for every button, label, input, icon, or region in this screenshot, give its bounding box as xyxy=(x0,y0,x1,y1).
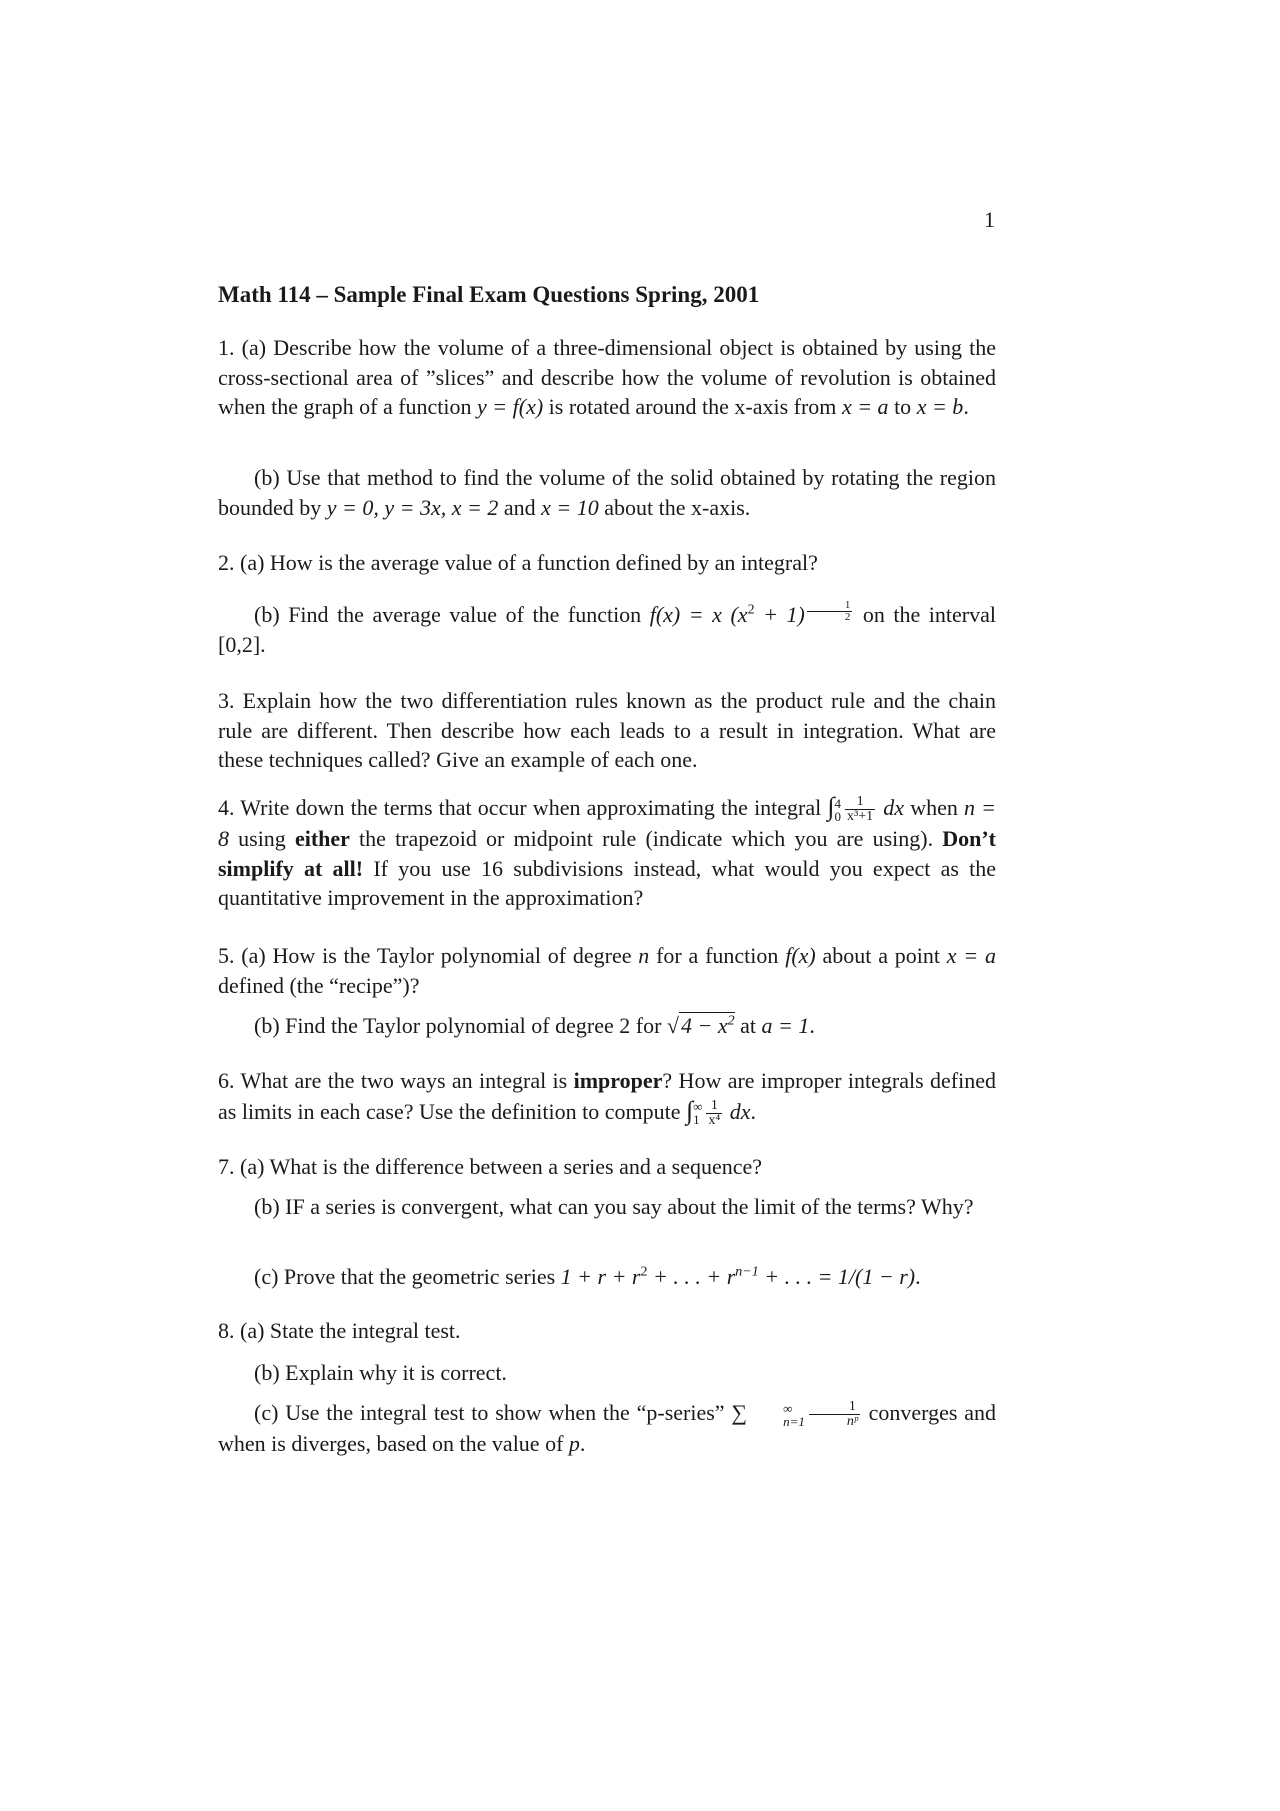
question-1b: (b) Use that method to find the volume of the solid obtained by rotating the region bounded by y = 0, y = 3x, x = 2 and x = 10 about the x-axis. xyxy=(218,465,996,520)
question-7b: (b) IF a series is convergent, what can you say about the limit of the terms? Why? xyxy=(254,1194,974,1219)
question-7a: 7. (a) What is the difference between a series and a sequence? xyxy=(218,1154,763,1179)
sqrt-sign: √ xyxy=(666,1013,679,1038)
sum-sign: ∑ xyxy=(731,1400,748,1425)
question-2b: (b) Find the average value of the function f(x) = x $(x^2 + 1)$ $\frac{1}{2}$ on the interval [0,2]. xyxy=(218,599,996,657)
question-2a: 2. (a) How is the average value of a function defined by an integral? xyxy=(218,550,818,575)
page-title: Math 114 – Sample Final Exam Questions Spring, 2001 xyxy=(218,282,760,307)
question-4: 4. Write down the terms that occur when approximating the integral ∫ 4 0 $\frac{1}{\text{x³+1}}$ dx when n = 8 using either the trapezoid or midpoint rule (indicate which you are using). Don’t simplify at all! If you use 16 subdivisions instead, what would you expect as the quantitative improvement in the approximation? xyxy=(218,792,997,911)
question-5b: (b) Find the Taylor polynomial of degree 2 for $√4 - x^2$ at a = 1. xyxy=(254,1013,815,1038)
question-8b: (b) Explain why it is correct. xyxy=(254,1360,507,1385)
question-6: 6. What are the two ways an integral is improper? How are improper integrals defined as limits in each case? Use the definition to compute ∫ ∞ 1 $\frac{1}{\text{x⁴}}$ dx. xyxy=(218,1068,996,1128)
question-7c: (c) Prove that the geometric series $1 + r + r^2$ + . . . + $r^{n-1}$ + . . . = 1/(1 − r). xyxy=(254,1264,921,1289)
page-number: 1 xyxy=(984,207,995,232)
question-3: 3. Explain how the two differentiation rules known as the product rule and the chain rule are different. Then describe how each leads to a result in integration. What are these techniques called? Give an example of each one. xyxy=(218,688,996,772)
question-8c: (c) Use the integral test to show when the “p-series” ∑ ∞ n=1 $\frac{1}{\text{nᵖ}}$ converges and when is diverges, based on the value of p. xyxy=(218,1399,996,1457)
integral-sign: ∫ xyxy=(685,1095,694,1125)
question-8a: 8. (a) State the integral test. xyxy=(218,1318,461,1343)
question-5a: 5. (a) How is the Taylor polynomial of degree n for a function f(x) about a point x = a defined (the “recipe”)? xyxy=(218,943,996,998)
integral-sign: ∫ xyxy=(827,792,835,821)
question-1a: 1. (a) Describe how the volume of a three-dimensional object is obtained by using the cross-sectional area of ”slices” and describe how the volume of revolution is obtained when the graph of a function y = f(x) is rotated around the x-axis from x = a to x = b. xyxy=(218,335,996,419)
